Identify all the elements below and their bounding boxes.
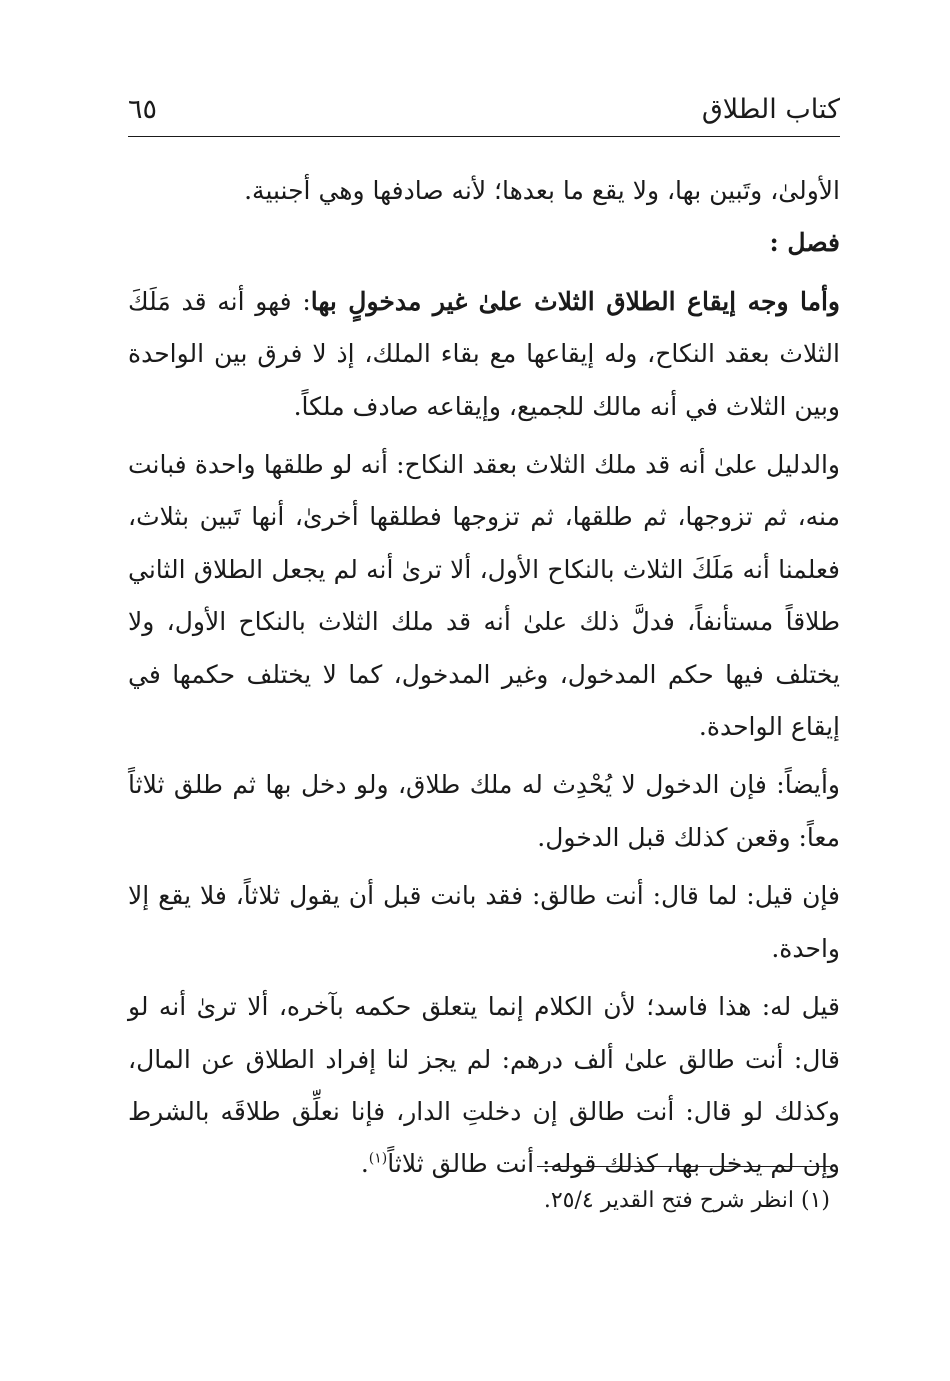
paragraph-5: فإن قيل: لما قال: أنت طالق: فقد بانت قبل أن يقول ثلاثاً، فلا يقع إلا واحدة. <box>128 881 840 963</box>
section-heading: فصل : <box>769 228 840 258</box>
main-text <box>128 165 840 1191</box>
paragraph-2-rest: : فهو أنه قد مَلَكَ الثلاث بعقد النكاح، وله إيقاعها مع بقاء الملك، إذ لا فرق بين الواحدة وبين الثلاث في أنه مالك للجميع، وإيقاعه صادف ملكاً. <box>128 286 840 421</box>
header-divider <box>128 136 840 137</box>
running-header <box>128 88 840 132</box>
footnote-divider <box>537 1166 830 1167</box>
paragraph-4: وأيضاً: فإن الدخول لا يُحْدِث له ملك طلاق، ولو دخل بها ثم طلق ثلاثاً معاً: وقعن كذلك قبل الدخول. <box>128 770 840 852</box>
paragraph-2-lead: وأما وجه إيقاع الطلاق الثلاث علىٰ غير مدخولٍ بها <box>310 286 841 316</box>
paragraph-6-end: . <box>360 1149 369 1179</box>
paragraph-3: والدليل علىٰ أنه قد ملك الثلاث بعقد النكاح: أنه لو طلقها واحدة فبانت منه، ثم تزوجها، ثم طلقها، ثم تزوجها فطلقها أخرىٰ، أنها تَبين بثلاث، فعلمنا أنه مَلَكَ الثلاث بالنكاح الأول، ألا ترىٰ أنه لم يجعل الطلاق الثاني طلاقاً مستأنفاً، فدلَّ ذلك علىٰ أنه قد ملك الثلاث بالنكاح الأول، ولا يختلف فيها حكم المدخول، وغير المدخول، كما لا يختلف حكمها في إيقاع الواحدة. <box>128 450 840 742</box>
chapter-title: كتاب الطلاق <box>701 94 840 125</box>
footnote-marker: (١) <box>368 1150 388 1167</box>
page-number: ٦٥ <box>128 94 158 125</box>
paragraph-6 <box>128 981 840 1191</box>
paragraph-1: الأولىٰ، وتَبين بها، ولا يقع ما بعدها؛ لأنه صادفها وهي أجنبية. <box>244 176 840 205</box>
paragraph-2 <box>128 276 840 433</box>
footnote: (١) انظر شرح فتح القدير ٢٥/٤. <box>543 1188 830 1213</box>
paragraph-6-text: قيل له: هذا فاسد؛ لأن الكلام إنما يتعلق حكمه بآخره، ألا ترىٰ أنه لو قال: أنت طالق علىٰ ألف درهم: لم يجز لنا إفراد الطلاق عن المال، وكذلك لو قال: أنت طالق إن دخلتِ الدار، فإنا نعلِّق طلاقَه بالشرط وإن لم يدخل بها، كذلك قوله: أنت طالق ثلاثاً <box>128 992 840 1179</box>
